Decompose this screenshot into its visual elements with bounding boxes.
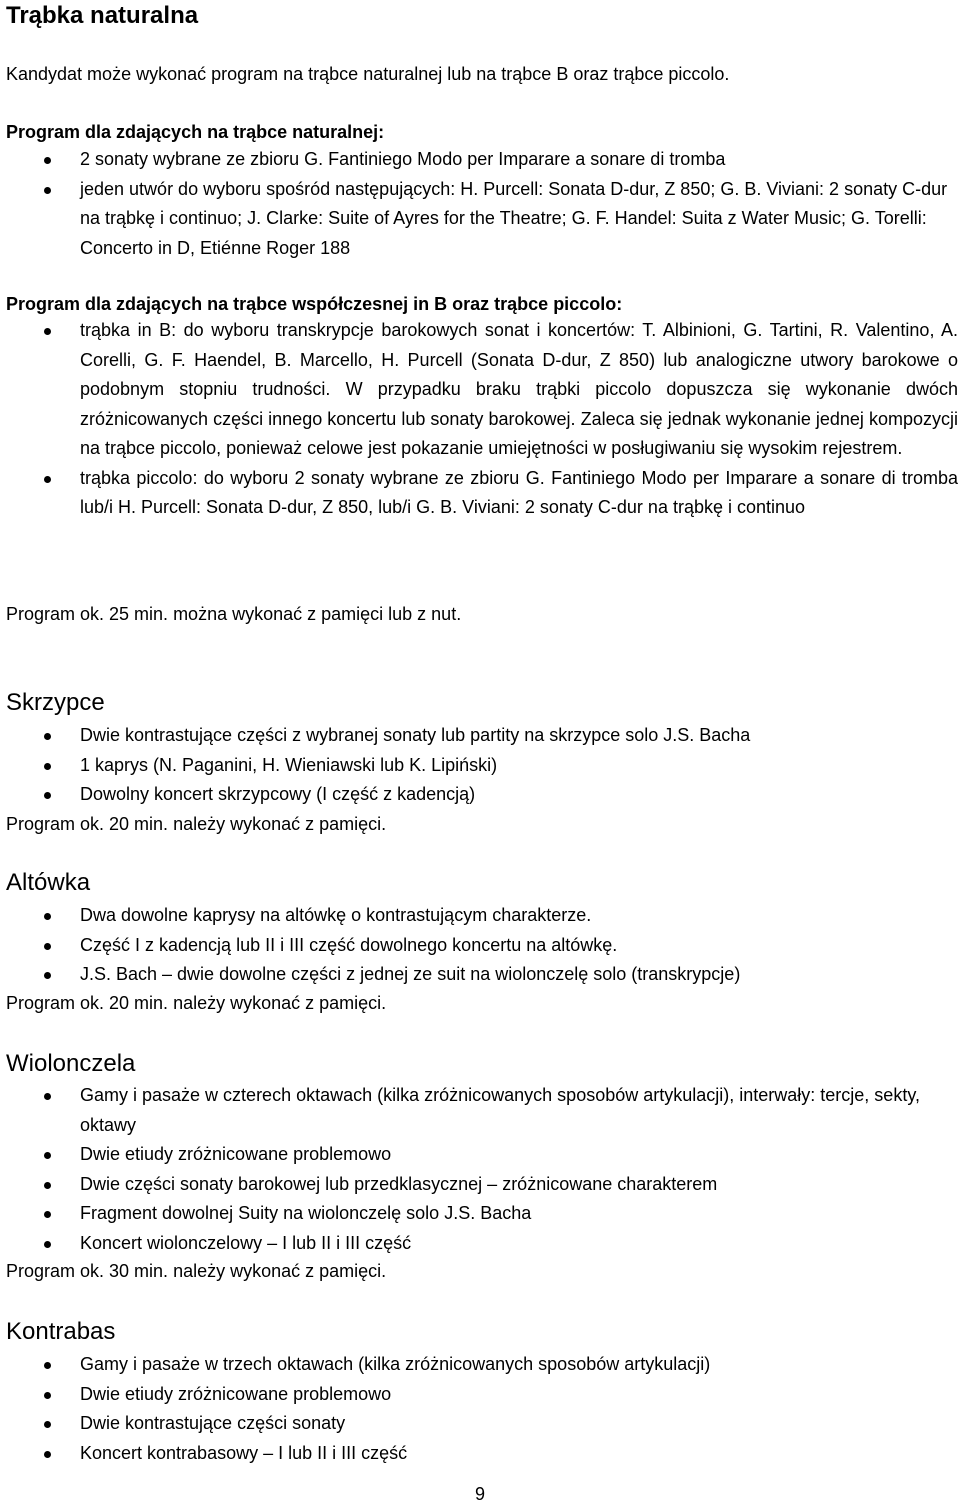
- trabka-modern-list: [0, 316, 958, 523]
- section-title-trabka: Trąbka naturalna: [6, 2, 199, 29]
- trabka-intro: Kandydat może wykonać program na trąbce naturalnej lub na trąbce B oraz trąbce piccolo.: [6, 64, 730, 84]
- altowka-list: [0, 901, 958, 990]
- wiolonczela-program-note: Program ok. 30 min. należy wykonać z pamięci.: [6, 1261, 387, 1281]
- section-title-kontrabas: Kontrabas: [6, 1318, 116, 1345]
- list-item: Dwie kontrastujące części z wybranej sonaty lub partity na skrzypce solo J.S. Bacha: [0, 721, 958, 751]
- trabka-natural-heading: Program dla zdających na trąbce naturalnej:: [6, 122, 385, 142]
- list-item: Gamy i pasaże w trzech oktawach (kilka zróżnicowanych sposobów artykulacji): [0, 1350, 958, 1380]
- skrzypce-program-note: Program ok. 20 min. należy wykonać z pamięci.: [6, 814, 387, 834]
- section-title-skrzypce: Skrzypce: [6, 689, 105, 716]
- list-item: J.S. Bach – dwie dowolne części z jednej ze suit na wiolonczelę solo (transkrypcje): [0, 960, 958, 990]
- list-item: Dwie części sonaty barokowej lub przedklasycznej – zróżnicowane charakterem: [0, 1170, 958, 1200]
- list-item: 1 kaprys (N. Paganini, H. Wieniawski lub K. Lipiński): [0, 751, 958, 781]
- list-item: Fragment dowolnej Suity na wiolonczelę solo J.S. Bacha: [0, 1199, 958, 1229]
- list-item: Gamy i pasaże w czterech oktawach (kilka zróżnicowanych sposobów artykulacji), interwały: tercje, sekty, oktawy: [0, 1081, 958, 1140]
- list-item: Koncert wiolonczelowy – I lub II i III część: [0, 1229, 958, 1259]
- kontrabas-list: [0, 1350, 958, 1468]
- trabka-program-note: Program ok. 25 min. można wykonać z pamięci lub z nut.: [6, 604, 462, 624]
- list-item: Dwie kontrastujące części sonaty: [0, 1409, 958, 1439]
- list-item: Dowolny koncert skrzypcowy (I część z kadencją): [0, 780, 958, 810]
- list-item: Dwa dowolne kaprysy na altówkę o kontrastującym charakterze.: [0, 901, 958, 931]
- list-item: 2 sonaty wybrane ze zbioru G. Fantiniego Modo per Imparare a sonare di tromba: [0, 145, 958, 175]
- list-item: trąbka in B: do wyboru transkrypcje barokowych sonat i koncertów: T. Albinioni, G. Tartini, R. Valentino, A. Corelli, G. F. Haendel, B. Marcello, H. Purcell (Sonata D-dur, Z 850) lub analogiczne utwory barokowe o podobnym stopniu trudności. W przypadku braku trąbki piccolo dopuszcza się wykonanie dwóch zróżnicowanych części innego koncertu lub sonaty barokowej. Zaleca się jednak wykonanie jednej kompozycji na trąbce piccolo, ponieważ celowe jest pokazanie umiejętności w posługiwaniu się wysokim rejestrem.: [0, 316, 958, 464]
- trabka-natural-list: [0, 145, 958, 263]
- list-item: Część I z kadencją lub II i III część dowolnego koncertu na altówkę.: [0, 931, 958, 961]
- list-item: Dwie etiudy zróżnicowane problemowo: [0, 1140, 958, 1170]
- skrzypce-list: [0, 721, 958, 810]
- section-title-altowka: Altówka: [6, 869, 91, 896]
- list-item: jeden utwór do wyboru spośród następujących: H. Purcell: Sonata D-dur, Z 850; G. B. Viviani: 2 sonaty C-dur na trąbkę i continuo; J. Clarke: Suite of Ayres for the Theatre; G. F. Handel: Suita z Water Music; G. Torelli: Concerto in D, Etiénne Roger 188: [0, 175, 958, 264]
- section-title-wiolonczela: Wiolonczela: [6, 1050, 136, 1077]
- trabka-modern-heading: Program dla zdających na trąbce współczesnej in B oraz trąbce piccolo:: [6, 294, 623, 314]
- page-number: 9: [474, 1484, 485, 1504]
- altowka-program-note: Program ok. 20 min. należy wykonać z pamięci.: [6, 993, 387, 1013]
- wiolonczela-list: [0, 1081, 958, 1258]
- list-item: Koncert kontrabasowy – I lub II i III część: [0, 1439, 958, 1469]
- list-item: Dwie etiudy zróżnicowane problemowo: [0, 1380, 958, 1410]
- list-item: trąbka piccolo: do wyboru 2 sonaty wybrane ze zbioru G. Fantiniego Modo per Imparare a sonare di tromba lub/i H. Purcell: Sonata D-dur, Z 850, lub/i G. B. Viviani: 2 sonaty C-dur na trąbkę i continuo: [0, 464, 958, 523]
